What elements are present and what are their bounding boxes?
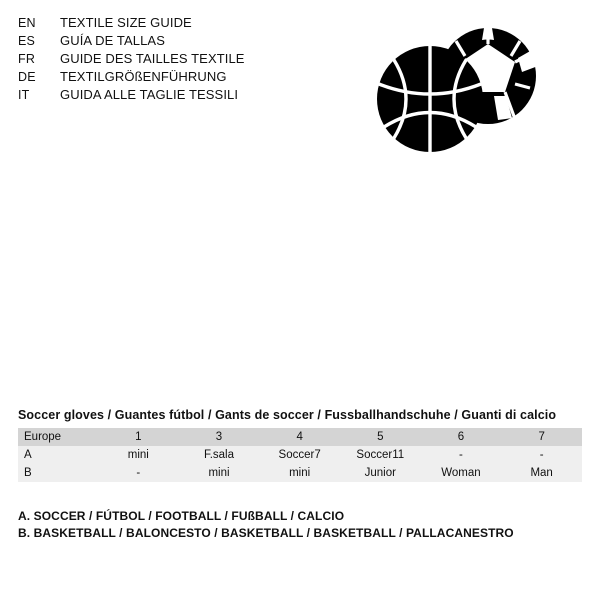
footnote-b: B. BASKETBALL / BALONCESTO / BASKETBALL / BASKETBALL / PALLACANESTRO (18, 526, 514, 540)
legend-row (18, 50, 338, 68)
table-row (18, 446, 582, 464)
language-legend (18, 14, 338, 104)
table-cell: Soccer7 (278, 449, 321, 461)
table-header (18, 428, 582, 446)
legend-row (18, 14, 338, 32)
table-header-cell: 7 (538, 431, 545, 443)
legend-language-text: GUÍA DE TALLAS (60, 33, 165, 48)
legend-language-code: IT (18, 88, 30, 102)
table-row (18, 464, 582, 482)
legend-row (18, 32, 338, 50)
table-cell: Man (530, 467, 553, 479)
table-header-cell: 6 (457, 431, 465, 443)
table-cell: mini (208, 467, 230, 479)
legend-language-code: EN (18, 16, 36, 30)
table-title: Soccer gloves / Guantes fútbol / Gants de soccer / Fussballhandschuhe / Guanti di calcio (18, 408, 557, 422)
table-header-cell: 1 (135, 431, 142, 443)
table-header-row (18, 428, 582, 446)
table-cell: - (539, 449, 544, 461)
legend-language-text: TEXTILGRÖßENFÜHRUNG (60, 69, 227, 84)
legend-language-text: GUIDE DES TAILLES TEXTILE (60, 51, 245, 66)
table-cell: F.sala (203, 449, 234, 461)
basketball-icon (377, 46, 483, 152)
legend-language-code: ES (18, 34, 36, 48)
size-table (18, 428, 582, 482)
table-cell: Woman (441, 467, 481, 479)
table-cell: A (24, 449, 32, 461)
legend-language-text: GUIDA ALLE TAGLIE TESSILI (60, 87, 239, 102)
legend-row (18, 68, 338, 86)
table-cell: Soccer11 (356, 449, 405, 461)
table-header-cell: Europe (24, 431, 62, 443)
table-cell: Junior (364, 467, 396, 479)
legend-row (18, 86, 338, 104)
table-body (18, 446, 582, 482)
table-cell: B (24, 467, 32, 479)
footnote-a: A. SOCCER / FÚTBOL / FOOTBALL / FUßBALL / CALCIO (18, 509, 345, 523)
legend-language-text: TEXTILE SIZE GUIDE (60, 15, 192, 30)
size-table-block (18, 408, 582, 482)
legend-language-code: DE (18, 70, 36, 84)
table-cell: mini (127, 449, 149, 461)
table-cell: - (136, 467, 141, 479)
table-header-cell: 5 (377, 431, 384, 443)
table-footnotes (18, 508, 578, 542)
table-header-cell: 4 (296, 431, 303, 443)
balls-illustration (360, 26, 560, 166)
table-header-cell: 3 (215, 431, 223, 443)
table-cell: mini (289, 467, 311, 479)
table-cell: - (459, 449, 463, 461)
legend-language-code: FR (18, 52, 36, 66)
